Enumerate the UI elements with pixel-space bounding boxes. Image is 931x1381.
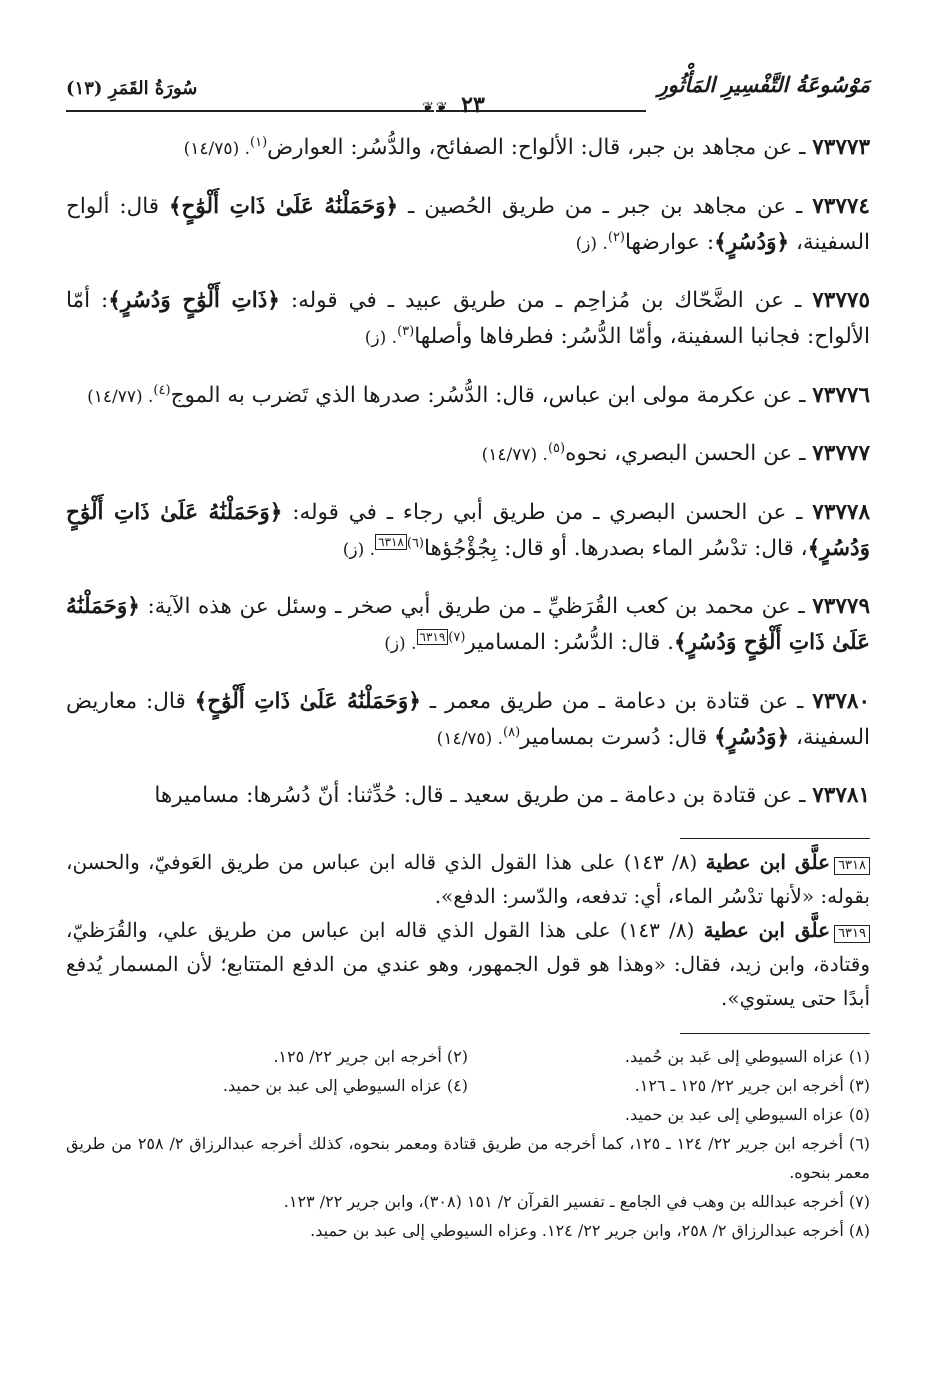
footnote-marker: (٧) [448,629,466,645]
entry-text: ، قال: تدْسُر الماء بصدرها. أو قال: بِجُؤْجُؤها [424,535,808,561]
footnotes-section [66,1042,870,1245]
volume-ref: . (١٤/٧٥) [436,728,504,749]
main-text [66,130,870,814]
header-rule-left [66,110,434,112]
footnote-2: (٢) أخرجه ابن جرير ٢٢/ ١٢٥. [273,1047,468,1066]
ornament-icon: ❦ [436,100,448,116]
footnote-marker: (٦) [406,535,424,551]
commentary-heading: علَّق ابن عطية [703,918,831,942]
entry-text: ـ عن مجاهد بن جبر ـ من طريق الحُصين ـ [408,193,803,219]
quran-quote: ﴿ذَاتِ أَلْوَٰحٍ وَدُسُرٍ﴾ [108,288,280,313]
entry-text: ـ عن الضَّحّاك بن مُزاحِم ـ من طريق عبيد ـ في قوله: [290,288,802,313]
commentary-heading: علَّق ابن عطية [705,850,831,874]
volume-ref: . (ز) [384,634,417,654]
footnote-4: (٤) عزاه السيوطي إلى عبد بن حميد. [222,1076,468,1095]
quran-quote: ﴿وَحَمَلْنَٰهُ عَلَىٰ ذَاتِ أَلْوَٰحٍ وَدُسُرٍ﴾ [66,499,870,561]
entry-number: ٧٣٧٧٧ [812,441,870,466]
quran-quote: ﴿وَدُسُرٍ﴾ [714,724,790,750]
entry-number: ٧٣٧٧٣ [812,135,870,160]
volume-ref: . (١٤/٧٧) [481,445,548,465]
entry-73776 [66,378,870,415]
footnote-6: (٦) أخرجه ابن جرير ٢٢/ ١٢٤ ـ ١٢٥، كما أخرجه من طريق قتادة ومعمر بنحوه، كذلك أخرجه عبدالرزاق ٢/ ٢٥٨ من طريق معمر بنحوه. [66,1134,871,1182]
encyclopedia-title: مَوْسُوعَةُ التَّفْسِيرِ المَأْثُورِ [657,72,870,97]
quran-quote: ﴿وَدُسُرٍ﴾ [714,229,790,255]
surah-label: سُورَةُ القَمَرِ (١٣) [66,78,198,99]
commentary-number-box: ٦٣١٩ [834,925,870,943]
entry-text: ـ عن قتادة بن دعامة ـ من طريق سعيد ـ قال: حُدِّثنا: أنّ دُسُرها: مساميرها [154,783,806,808]
commentary-separator [680,838,870,839]
commentary-link-box[interactable]: ٦٣١٩ [417,629,449,645]
entry-73777 [66,436,870,473]
document-page [66,70,870,1245]
quran-quote: ﴿وَحَمَلْنَٰهُ عَلَىٰ ذَاتِ أَلْوَٰحٍ﴾ [168,193,399,219]
entry-number: ٧٣٧٧٥ [812,288,870,313]
entry-73781 [66,778,870,814]
volume-ref: . (١٤/٧٧) [87,386,154,407]
entry-text: ـ عن الحسن البصري، نحوه [565,441,806,466]
footnotes-separator [680,1033,870,1034]
entry-number: ٧٣٧٨١ [812,783,870,808]
entry-text: ـ عن مجاهد بن جبر، قال: الألواح: الصفائح، والدُّسُر: العوارض [267,135,806,160]
footnote-marker: (٢) [607,229,625,245]
footnote-marker: (٥) [547,440,566,456]
footnote-marker: (٨) [503,724,521,740]
footnote-3: (٣) أخرجه ابن جرير ٢٢/ ١٢٥ ـ ١٢٦. [634,1076,870,1095]
commentary-link-box[interactable]: ٦٣١٨ [375,534,407,550]
footnote-5: (٥) عزاه السيوطي إلى عبد بن حميد. [624,1105,870,1124]
commentary-text: (٨/ ١٤٣) على هذا القول الذي قاله ابن عباس من طريق العَوفيّ، والحسن، بقوله: «لأنها تدْسُر الماء، أي: تدفعه، والدّسر: الدفع». [66,850,870,908]
entry-73774 [66,189,870,262]
entry-text: ـ عن قتادة بن دعامة ـ من طريق معمر ـ [429,688,804,714]
entry-number: ٧٣٧٧٤ [812,193,870,219]
entry-text: . قال: الدُّسُر: المسامير [465,630,674,655]
page-number: ٢٣ [461,92,485,118]
entry-text: قال: دُسرت بمسامير [520,724,708,750]
commentary-6319 [66,913,870,1015]
footnote-1: (١) عزاه السيوطي إلى عَبد بن حُميد. [624,1047,870,1066]
entry-text: قال: ألواح السفينة، [66,193,870,255]
footnote-7: (٧) أخرجه عبدالله بن وهب في الجامع ـ تفسير القرآن ٢/ ١٥١ (٣٠٨)، وابن جرير ٢٢/ ١٢٣. [283,1192,870,1211]
volume-ref: . (ز) [575,233,608,254]
quran-quote: ﴿وَحَمَلْنَٰهُ عَلَىٰ ذَاتِ أَلْوَٰحٍ﴾ [194,688,421,714]
entry-73773 [66,130,870,167]
entry-number: ٧٣٧٨٠ [812,688,871,714]
entry-text: ـ عن الحسن البصري ـ من طريق أبي رجاء ـ في قوله: [292,499,803,525]
entry-number: ٧٣٧٧٩ [812,594,870,619]
footnote-row [66,1071,870,1100]
footnote-marker: (٣) [397,323,415,339]
commentary-text: (٨/ ١٤٣) على هذا القول الذي قاله ابن عباس من طريق علي، والقُرَظيّ، وقتادة، وابن زيد، فقال: «وهذا هو قول الجمهور، وهو عندي من الدفع المتتابع؛ لأن المسمار يُدفع أبدًا حتى يستوي». [66,918,870,1010]
volume-ref: . (١٤/٧٥) [183,139,251,159]
entry-text: قال: معاريض السفينة، [66,688,870,750]
footnote-row [66,1042,870,1071]
entry-73779 [66,589,870,662]
commentary-6318 [66,845,870,913]
footnote-marker: (٤) [153,382,171,398]
volume-ref: . (ز) [364,328,398,348]
entry-text: ـ عن عكرمة مولى ابن عباس، قال: الدُّسُر: صدرها الذي تَضرب به الموج [170,382,806,408]
entry-73780 [66,684,870,757]
volume-ref: . (ز) [342,539,376,560]
ornament-icon: ❦ [422,100,434,116]
footnote-8: (٨) أخرجه عبدالرزاق ٢/ ٢٥٨، وابن جرير ٢٢/ ١٢٤. وعزاه السيوطي إلى عبد بن حميد. [310,1221,870,1240]
commentary-number-box: ٦٣١٨ [834,857,870,875]
footnote-marker: (١) [250,134,268,150]
commentary-section [66,845,870,1015]
entry-text: ـ عن محمد بن كعب القُرَظيِّ ـ من طريق أبي صخر ـ وسئل عن هذه الآية: [147,594,805,619]
entry-73775 [66,283,870,356]
quran-quote: ﴿وَحَمَلْنَٰهُ عَلَىٰ ذَاتِ أَلْوَٰحٍ وَدُسُرٍ﴾ [66,594,870,655]
entry-73778 [66,495,870,568]
page-header [66,70,870,116]
entry-text: : عوارضها [625,229,715,255]
entry-text: : أمّا الألواح: فجانبا السفينة، وأمّا الدُّسُر: فطرفاها وأصلها [66,288,870,349]
entry-number: ٧٣٧٧٨ [812,499,871,525]
entry-number: ٧٣٧٧٦ [812,382,870,408]
